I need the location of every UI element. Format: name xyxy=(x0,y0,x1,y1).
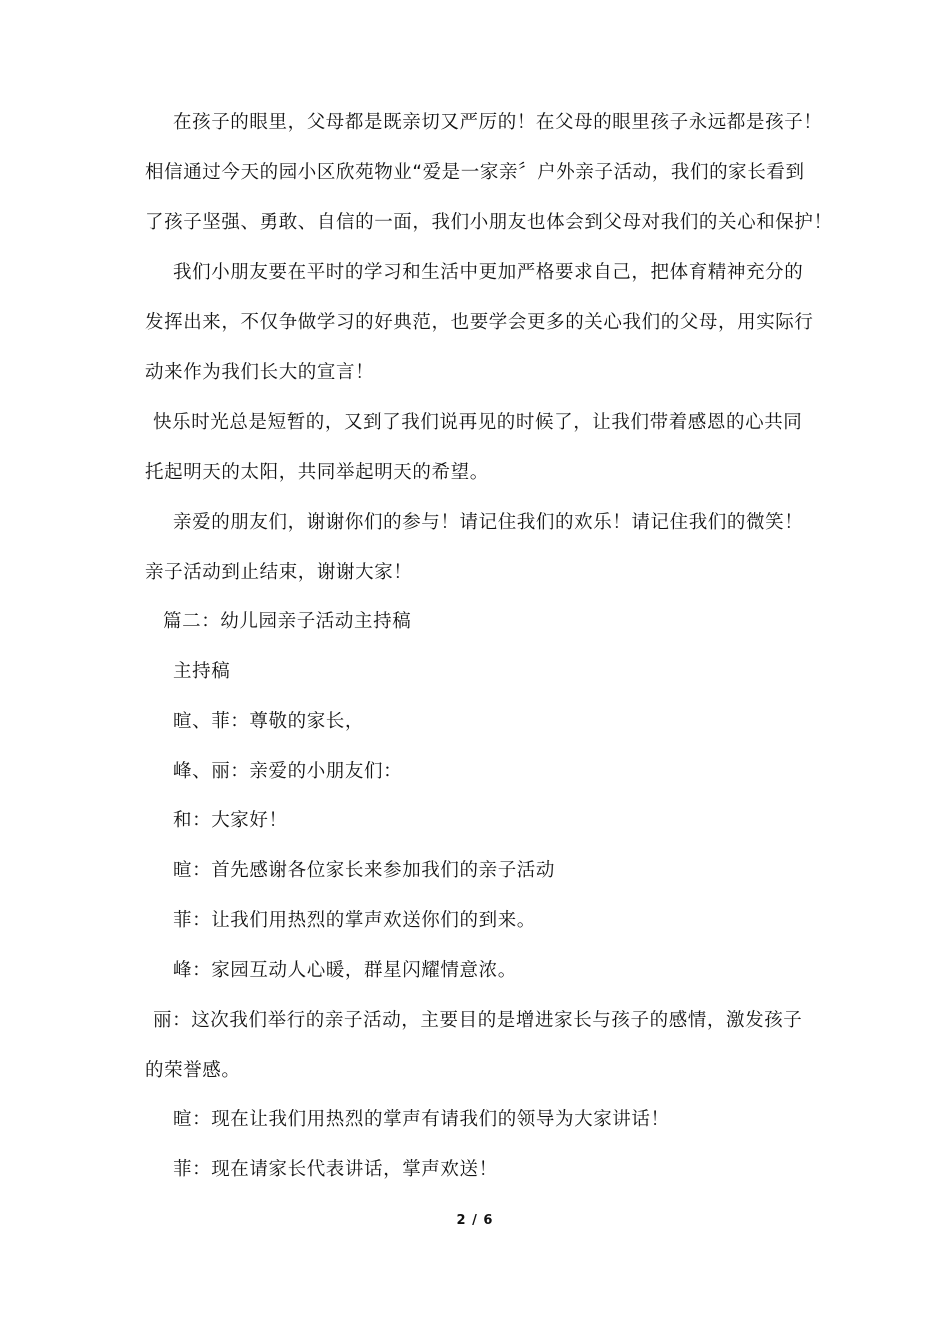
text-line: 了孩子坚强、勇敢、自信的一面，我们小朋友也体会到父母对我们的关心和保护！ xyxy=(145,212,833,233)
text-line: 动来作为我们长大的宣言！ xyxy=(145,362,375,383)
text-line: 峰、丽：亲爱的小朋友们： xyxy=(173,761,403,782)
text-line: 亲子活动到止结束，谢谢大家！ xyxy=(145,562,413,583)
text-line: 亲爱的朋友们，谢谢你们的参与！请记住我们的欢乐！请记住我们的微笑！ xyxy=(173,512,804,533)
text-line: 在孩子的眼里，父母都是既亲切又严厉的！在父母的眼里孩子永远都是孩子！ xyxy=(173,112,823,133)
text-line: 相信通过今天的园小区欣苑物业“爱是一家亲〞户外亲子活动，我们的家长看到 xyxy=(145,162,805,183)
text-line: 托起明天的太阳，共同举起明天的希望。 xyxy=(145,462,489,483)
text-line: 暄：现在让我们用热烈的掌声有请我们的领导为大家讲话！ xyxy=(173,1109,670,1130)
text-line: 和：大家好！ xyxy=(173,810,288,831)
page-number: 2 / 6 xyxy=(456,1213,494,1228)
text-line: 丽：这次我们举行的亲子活动，主要目的是增进家长与孩子的感情，激发孩子 xyxy=(153,1010,803,1031)
text-line: 菲：让我们用热烈的掌声欢送你们的到来。 xyxy=(173,910,536,931)
text-line: 快乐时光总是短暂的，又到了我们说再见的时候了，让我们带着感恩的心共同 xyxy=(153,412,803,433)
text-line: 发挥出来，不仅争做学习的好典范，也要学会更多的关心我们的父母，用实际行 xyxy=(145,312,814,333)
text-line: 我们小朋友要在平时的学习和生活中更加严格要求自己，把体育精神充分的 xyxy=(173,262,804,283)
text-line: 菲：现在请家长代表讲话，掌声欢送！ xyxy=(173,1159,498,1180)
text-line: 峰：家园互动人心暖，群星闪耀情意浓。 xyxy=(173,960,517,981)
text-line: 暄、菲：尊敬的家长， xyxy=(173,711,365,732)
text-line: 的荣誉感。 xyxy=(145,1060,241,1081)
text-line: 暄：首先感谢各位家长来参加我们的亲子活动 xyxy=(173,860,556,881)
text-line: 主持稿 xyxy=(173,661,231,682)
section-heading: 篇二：幼儿园亲子活动主持稿 xyxy=(163,611,412,632)
